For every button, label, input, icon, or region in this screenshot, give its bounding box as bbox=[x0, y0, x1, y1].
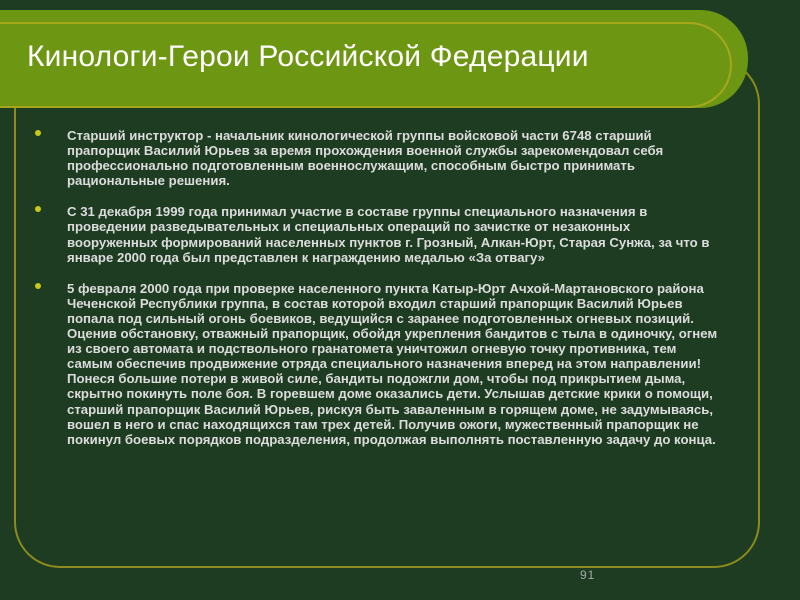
bullet-paragraph-3 bbox=[33, 281, 723, 447]
bullet-icon bbox=[35, 283, 41, 289]
bullet-icon bbox=[35, 130, 41, 136]
bullet-icon bbox=[35, 206, 41, 212]
paragraph-text-1: Старший инструктор - начальник кинологической группы войсковой части 6748 старший прапорщик Василий Юрьев за время прохождения военной службы зарекомендовал себя профессионально подготовленным военнослужащим, способным быстро принимать рациональные решения. bbox=[67, 128, 664, 189]
paragraph-text-3: 5 февраля 2000 года при проверке населенного пункта Катыр-Юрт Ачхой-Мартановского района Чеченской Республики группа, в состав которой входил старший прапорщик Василий Юрьев попала под сильный огонь боевиков, ведущийся с заранее подготовленных огневых позиций. Оценив обстановку, отважный прапорщик, обойдя укрепления бандитов с тыла в одиночку, огнем из своего автомата и подствольного гранатомета уничтожил огневую точку противника, тем самым обеспечив продвижение отряда специального назначения вперед на этом направлении! Понеся большие потери в живой силе, бандиты подожгли дом, чтобы под прикрытием дыма, скрытно покинуть поле боя. В горевшем доме оказались дети. Услышав детские крики о помощи, старший прапорщик Василий Юрьев, рискуя быть заваленным в горящем доме, не задумываясь, вошел в него и спас находящихся там трех детей. Получив ожоги, мужественный прапорщик не покинул боевых порядков подразделения, продолжая выполнять поставленную задачу до конца. bbox=[67, 280, 718, 447]
slide-body bbox=[33, 128, 723, 463]
paragraph-text-2: С 31 декабря 1999 года принимал участие в составе группы специального назначения в проведении разведывательных и специальных операций по зачистке от незаконных вооруженных формирований населенных пунктов г. Грозный, Алкан-Юрт, Старая Сунжа, за что в январе 2000 года был представлен к награждению медалью «За отвагу» bbox=[67, 204, 710, 265]
page-number: 91 bbox=[580, 568, 596, 582]
bullet-paragraph-1 bbox=[33, 128, 723, 188]
bullet-paragraph-2 bbox=[33, 204, 723, 264]
slide-title: Кинологи-Герои Российской Федерации bbox=[27, 40, 589, 73]
